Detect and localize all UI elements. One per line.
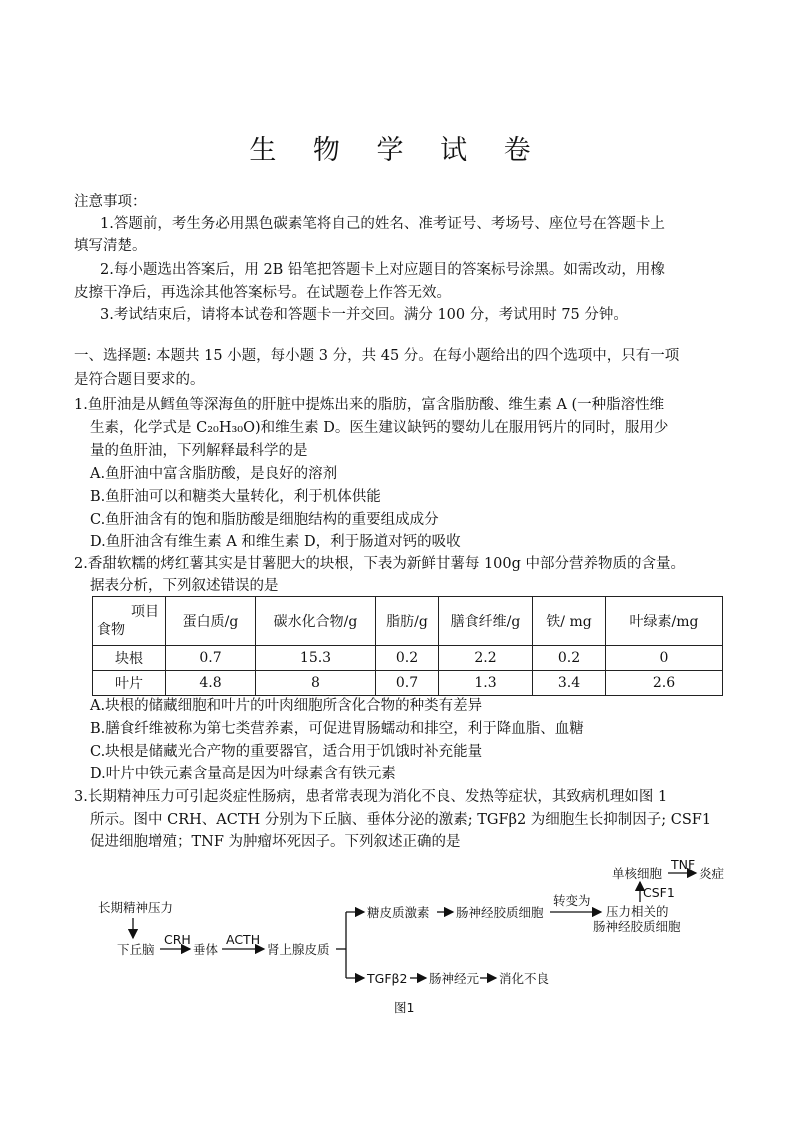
table-cell: 4.8: [166, 671, 256, 696]
fig-tnf: TNF: [671, 857, 696, 872]
table-cell: 8: [256, 671, 376, 696]
fig-transform-label: 转变为: [553, 893, 591, 908]
table-corner-cell: [93, 597, 166, 646]
table-header-cell: 碳水化合物/g: [256, 597, 376, 646]
q2-stem: 据表分析，下列叙述错误的是: [90, 578, 279, 594]
q2-option-d: D.叶片中铁元素含量高是因为叶绿素含有铁元素: [90, 766, 396, 782]
q1-option-a: A.鱼肝油中富含脂肪酸，是良好的溶剂: [90, 466, 338, 482]
notice-line: 1.答题前，考生务必用黑色碳素笔将自己的姓名、准考证号、考场号、座位号在答题卡上: [100, 216, 665, 232]
q1-stem: 1.鱼肝油是从鳕鱼等深海鱼的肝脏中提炼出来的脂肪，富含脂肪酸、维生素 A (一种脂溶性维: [74, 397, 665, 413]
fig-enteric-neuron: 肠神经元: [429, 971, 480, 986]
q1-option-c: C.鱼肝油含有的饱和脂肪酸是细胞结构的重要组成成分: [90, 512, 439, 528]
table-cell: 2.2: [439, 646, 533, 671]
q1-stem: 量的鱼肝油，下列解释最科学的是: [90, 443, 308, 459]
section-heading: 是符合题目要求的。: [74, 372, 205, 388]
table-cell: 3.4: [533, 671, 606, 696]
table-cell: 0.7: [376, 671, 439, 696]
q2-option-c: C.块根是储藏光合产物的重要器官，适合用于饥饿时补充能量: [90, 744, 483, 760]
notice-line: 3.考试结束后，请将本试卷和答题卡一并交回。满分 100 分，考试用时 75 分钟。: [100, 307, 628, 323]
nutrition-table: [92, 596, 723, 696]
notice-heading: 注意事项：: [74, 194, 147, 210]
notice-line: 2.每小题选出答案后，用 2B 铅笔把答题卡上对应题目的答案标号涂黑。如需改动，用橡: [100, 262, 665, 278]
q2-option-a: A.块根的储藏细胞和叶片的叶肉细胞所含化合物的种类有差异: [90, 698, 483, 714]
table-header-cell: 膳食纤维/g: [439, 597, 533, 646]
q3-stem: 所示。图中 CRH、ACTH 分别为下丘脑、垂体分泌的激素; TGFβ2 为细胞生长抑制因子; CSF1: [90, 812, 712, 828]
q3-stem: 促进细胞增殖；TNF 为肿瘤坏死因子。下列叙述正确的是: [90, 834, 461, 850]
fig-csf1: CSF1: [643, 885, 675, 900]
fig-acth: ACTH: [226, 932, 261, 947]
table-cell: 15.3: [256, 646, 376, 671]
table-cell: 0.2: [376, 646, 439, 671]
fig-hypothalamus: 下丘脑: [117, 942, 155, 957]
table-cell: 0: [606, 646, 723, 671]
table-header-cell: 铁/ mg: [533, 597, 606, 646]
row-label: 叶片: [93, 671, 166, 696]
notice-line: 皮擦干净后，再选涂其他答案标号。在试题卷上作答无效。: [74, 285, 451, 301]
table-header-cell: 蛋白质/g: [166, 597, 256, 646]
table-header-cell: 叶绿素/mg: [606, 597, 723, 646]
table-cell: 1.3: [439, 671, 533, 696]
fig-indigestion: 消化不良: [499, 971, 550, 986]
fig-monocyte: 单核细胞: [612, 866, 663, 881]
section-heading: 一、选择题: 本题共 15 小题，每小题 3 分，共 45 分。在每小题给出的四个选项中，只有一项: [74, 348, 680, 364]
fig-stress-glia-2: 肠神经胶质细胞: [593, 919, 681, 934]
table-row: [93, 646, 723, 671]
fig-tgfb2: TGFβ2: [367, 971, 408, 986]
fig-adrenal: 肾上腺皮质: [267, 942, 330, 957]
table-cell: 0.7: [166, 646, 256, 671]
fig-inflammation: 炎症: [699, 866, 725, 881]
fig-enteric-glia: 肠神经胶质细胞: [456, 905, 544, 920]
q3-stem: 3.长期精神压力可引起炎症性肠病，患者常表现为消化不良、发热等症状，其致病机理如图 1: [74, 789, 668, 805]
figure-1-diagram: [0, 850, 794, 1020]
notice-line: 填写清楚。: [74, 238, 147, 254]
row-label: 块根: [93, 646, 166, 671]
q1-option-b: B.鱼肝油可以和糖类大量转化，利于机体供能: [90, 489, 381, 505]
table-header-cell: 脂肪/g: [376, 597, 439, 646]
fig-stress-label: 长期精神压力: [98, 900, 174, 915]
corner-label-item: 项目: [131, 604, 159, 620]
fig-pituitary: 垂体: [193, 942, 219, 957]
table-cell: 2.6: [606, 671, 723, 696]
table-row: [93, 671, 723, 696]
exam-title: 生 物 学 试 卷: [249, 135, 545, 166]
fig-glucocorticoid: 糖皮质激素: [367, 905, 430, 920]
q1-stem: 生素，化学式是 C₂₀H₃₀O)和维生素 D。医生建议缺钙的婴幼儿在服用钙片的同时，服用少: [90, 420, 669, 436]
table-cell: 0.2: [533, 646, 606, 671]
fig-crh: CRH: [164, 932, 191, 947]
corner-label-food: 食物: [97, 622, 125, 638]
table-header-row: [93, 597, 723, 646]
q2-option-b: B.膳食纤维被称为第七类营养素，可促进胃肠蠕动和排空，利于降血脂、血糖: [90, 721, 584, 737]
fig-stress-glia-1: 压力相关的: [606, 904, 669, 919]
q1-option-d: D.鱼肝油含有维生素 A 和维生素 D，利于肠道对钙的吸收: [90, 534, 461, 550]
q2-stem: 2.香甜软糯的烤红薯其实是甘薯肥大的块根，下表为新鲜甘薯每 100g 中部分营养物质的含量。: [74, 556, 686, 572]
fig-caption: 图1: [394, 1000, 415, 1015]
